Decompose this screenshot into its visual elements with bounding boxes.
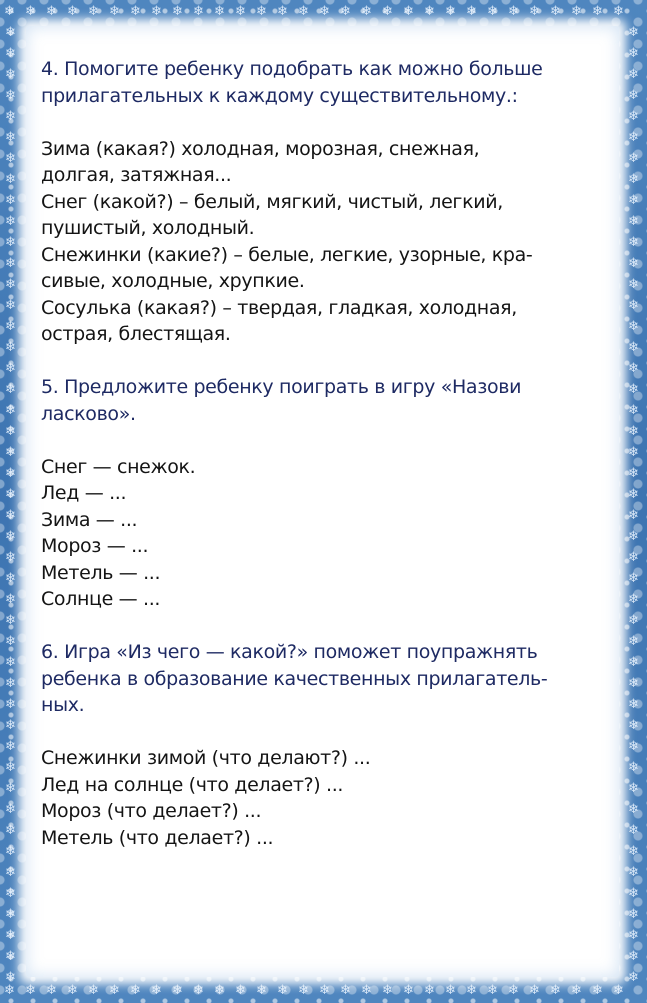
snowflake-icon: ❄ <box>67 4 78 19</box>
snowflake-icon: ❄ <box>508 983 519 998</box>
snowflake-icon: ❄ <box>628 718 639 733</box>
snowflake-icon: ❄ <box>424 4 435 19</box>
snowflake-icon: ❄ <box>5 571 16 586</box>
snowflake-icon: ❄ <box>628 592 639 607</box>
snowflake-icon: ❄ <box>5 466 16 481</box>
snowflake-icon: ❄ <box>628 424 639 439</box>
snowflake-icon: ❄ <box>628 739 639 754</box>
snowflake-icon: ❄ <box>5 88 16 103</box>
snowflake-icon: ❄ <box>4 4 15 19</box>
snowflake-icon: ❄ <box>5 25 16 40</box>
snowflake-icon: ❄ <box>5 907 16 922</box>
snowflake-icon: ❄ <box>628 214 639 229</box>
snowflake-icon: ❄ <box>571 4 582 19</box>
snowflake-icon: ❄ <box>5 970 16 985</box>
task-5-line: Зима — ... <box>41 508 138 531</box>
snowflake-icon: ❄ <box>628 550 639 565</box>
task-6-heading-line: ребенка в образование качественных прилагатель- <box>41 667 548 690</box>
snowflake-icon: ❄ <box>5 214 16 229</box>
snowflake-icon: ❄ <box>4 983 15 998</box>
snowflake-icon: ❄ <box>5 172 16 187</box>
task-4-line: долгая, затяжная... <box>41 164 232 186</box>
snowflake-icon: ❄ <box>382 4 393 19</box>
snowflake-icon: ❄ <box>88 4 99 19</box>
task-5-heading-line: ласково». <box>41 402 136 425</box>
task-5 <box>41 374 606 613</box>
snowflake-icon: ❄ <box>628 949 639 964</box>
snowflake-icon: ❄ <box>88 983 99 998</box>
snowflake-icon: ❄ <box>5 46 16 61</box>
snowflake-icon: ❄ <box>193 983 204 998</box>
snowflake-icon: ❄ <box>382 983 393 998</box>
snowflake-icon: ❄ <box>277 4 288 19</box>
task-6-heading-line: ных. <box>41 694 85 716</box>
snowflake-icon: ❄ <box>256 983 267 998</box>
snowflake-icon: ❄ <box>5 718 16 733</box>
snowflake-icon: ❄ <box>628 403 639 418</box>
snowflake-icon: ❄ <box>628 802 639 817</box>
task-4-line: Снег (какой?) – белый, мягкий, чистый, легкий, <box>41 190 503 213</box>
snowflake-icon: ❄ <box>445 4 456 19</box>
snowflake-icon: ❄ <box>5 298 16 313</box>
snowflake-icon: ❄ <box>487 983 498 998</box>
snowflake-icon: ❄ <box>628 508 639 523</box>
snowflake-icon: ❄ <box>628 88 639 103</box>
snowflake-icon: ❄ <box>5 193 16 208</box>
snowflake-icon: ❄ <box>550 4 561 19</box>
snowflake-icon: ❄ <box>5 655 16 670</box>
snowflake-icon: ❄ <box>256 4 267 19</box>
snowflake-icon: ❄ <box>628 172 639 187</box>
snowflake-icon: ❄ <box>5 865 16 880</box>
task-6-heading-line: 6. Игра «Из чего — какой?» поможет поупражнять <box>41 641 538 663</box>
task-5-line: Солнце — ... <box>41 588 161 610</box>
snowflake-icon: ❄ <box>487 4 498 19</box>
snowflake-icon: ❄ <box>5 151 16 166</box>
snowflake-icon: ❄ <box>235 983 246 998</box>
snowflake-icon: ❄ <box>571 983 582 998</box>
snowflake-icon: ❄ <box>424 983 435 998</box>
snowflake-icon: ❄ <box>46 4 57 19</box>
snowflake-icon: ❄ <box>277 983 288 998</box>
task-4-line: Сосулька (какая?) – твердая, гладкая, холодная, <box>41 296 517 319</box>
snowflake-icon: ❄ <box>5 613 16 628</box>
snowflake-icon: ❄ <box>508 4 519 19</box>
snowflake-icon: ❄ <box>5 592 16 607</box>
snowflake-icon: ❄ <box>5 382 16 397</box>
snowflake-icon: ❄ <box>628 697 639 712</box>
snowflake-icon: ❄ <box>613 4 624 19</box>
snowflake-icon: ❄ <box>5 130 16 145</box>
snowflake-icon: ❄ <box>5 487 16 502</box>
snowflake-icon: ❄ <box>628 130 639 145</box>
task-5-line: Снег — снежок. <box>41 455 196 478</box>
snowflake-icon: ❄ <box>319 4 330 19</box>
snowflake-icon: ❄ <box>628 655 639 670</box>
snowflake-icon: ❄ <box>466 983 477 998</box>
snowflake-icon: ❄ <box>628 67 639 82</box>
snowflake-icon: ❄ <box>5 844 16 859</box>
snowflake-icon: ❄ <box>5 949 16 964</box>
snowflake-icon: ❄ <box>340 983 351 998</box>
snowflake-icon: ❄ <box>628 823 639 838</box>
snowflake-icon: ❄ <box>5 403 16 418</box>
snowflake-icon: ❄ <box>628 844 639 859</box>
snowflake-icon: ❄ <box>109 4 120 19</box>
task-4-line: Снежинки (какие?) – белые, легкие, узорные, кра- <box>41 243 533 266</box>
snowflake-icon: ❄ <box>340 4 351 19</box>
snowflake-icon: ❄ <box>529 983 540 998</box>
task-4-line: сивые, холодные, хрупкие. <box>41 270 305 292</box>
task-5-line: Метель — ... <box>41 561 161 584</box>
snowflake-icon: ❄ <box>46 983 57 998</box>
snowflake-icon: ❄ <box>628 571 639 586</box>
snowflake-icon: ❄ <box>25 4 36 19</box>
task-4-line: острая, блестящая. <box>41 323 231 345</box>
snowflake-icon: ❄ <box>319 983 330 998</box>
snowflake-icon: ❄ <box>613 983 624 998</box>
snowflake-icon: ❄ <box>5 676 16 691</box>
task-5-heading-line: 5. Предложите ребенку поиграть в игру «Назови <box>41 376 522 398</box>
task-6-line: Лед на солнце (что делает?) ... <box>41 773 344 796</box>
snowflake-icon: ❄ <box>628 613 639 628</box>
snowflake-icon: ❄ <box>5 760 16 775</box>
snowflake-icon: ❄ <box>592 4 603 19</box>
task-6-line: Снежинки зимой (что делают?) ... <box>41 747 371 769</box>
snowflake-icon: ❄ <box>5 424 16 439</box>
snowflake-icon: ❄ <box>529 4 540 19</box>
snowflake-icon: ❄ <box>5 928 16 943</box>
snowflake-icon: ❄ <box>130 983 141 998</box>
snowflake-icon: ❄ <box>628 928 639 943</box>
snowflake-icon: ❄ <box>5 781 16 796</box>
snowflake-icon: ❄ <box>5 886 16 901</box>
snowflake-icon: ❄ <box>5 256 16 271</box>
snowflake-icon: ❄ <box>628 529 639 544</box>
snowflake-icon: ❄ <box>628 634 639 649</box>
snowflake-icon: ❄ <box>628 781 639 796</box>
task-6 <box>41 639 606 851</box>
snowflake-icon: ❄ <box>628 277 639 292</box>
snowflake-icon: ❄ <box>628 319 639 334</box>
snowflake-icon: ❄ <box>628 235 639 250</box>
task-4-line: Зима (какая?) холодная, морозная, снежная, <box>41 137 480 160</box>
snowflake-icon: ❄ <box>5 235 16 250</box>
snowflake-icon: ❄ <box>130 4 141 19</box>
snowflake-icon: ❄ <box>5 109 16 124</box>
snowflake-icon: ❄ <box>592 983 603 998</box>
snowflake-icon: ❄ <box>5 277 16 292</box>
worksheet-text <box>41 56 606 851</box>
task-4-heading-line: 4. Помогите ребенку подобрать как можно больше <box>41 58 543 80</box>
snowflake-icon: ❄ <box>361 983 372 998</box>
snowflake-icon: ❄ <box>628 151 639 166</box>
snowflake-icon: ❄ <box>403 983 414 998</box>
snowflake-icon: ❄ <box>5 634 16 649</box>
snowflake-icon: ❄ <box>172 4 183 19</box>
snowflake-icon: ❄ <box>5 529 16 544</box>
snowflake-icon: ❄ <box>298 983 309 998</box>
snowflake-icon: ❄ <box>5 340 16 355</box>
snowflake-icon: ❄ <box>214 983 225 998</box>
snowflake-icon: ❄ <box>5 508 16 523</box>
snowflake-icon: ❄ <box>628 256 639 271</box>
snowflake-icon: ❄ <box>151 983 162 998</box>
snowflake-icon: ❄ <box>628 46 639 61</box>
snowflake-icon: ❄ <box>628 865 639 880</box>
snowflake-icon: ❄ <box>628 25 639 40</box>
snowflake-icon: ❄ <box>628 487 639 502</box>
snowflake-icon: ❄ <box>628 109 639 124</box>
snowflake-icon: ❄ <box>5 802 16 817</box>
snowflake-icon: ❄ <box>5 319 16 334</box>
task-4-heading-line: прилагательных к каждому существительному.: <box>41 84 518 107</box>
task-4 <box>41 56 606 348</box>
snowflake-icon: ❄ <box>361 4 372 19</box>
snowflake-icon: ❄ <box>25 983 36 998</box>
snowflake-icon: ❄ <box>5 739 16 754</box>
snowflake-icon: ❄ <box>628 298 639 313</box>
snowflake-icon: ❄ <box>628 445 639 460</box>
snowflake-icon: ❄ <box>67 983 78 998</box>
snowflake-icon: ❄ <box>5 361 16 376</box>
snowflake-icon: ❄ <box>5 445 16 460</box>
task-6-line: Мороз (что делает?) ... <box>41 800 262 822</box>
snowflake-icon: ❄ <box>5 823 16 838</box>
snowflake-icon: ❄ <box>214 4 225 19</box>
snowflake-icon: ❄ <box>298 4 309 19</box>
snowflake-icon: ❄ <box>628 361 639 376</box>
snowflake-icon: ❄ <box>628 907 639 922</box>
snowflake-icon: ❄ <box>628 676 639 691</box>
snowflake-icon: ❄ <box>466 4 477 19</box>
snowflake-icon: ❄ <box>550 983 561 998</box>
task-6-line: Метель (что делает?) ... <box>41 826 274 849</box>
snowflake-icon: ❄ <box>628 340 639 355</box>
snowflake-icon: ❄ <box>109 983 120 998</box>
snowflake-icon: ❄ <box>628 193 639 208</box>
snowflake-icon: ❄ <box>628 970 639 985</box>
snowflake-icon: ❄ <box>5 550 16 565</box>
snowflake-icon: ❄ <box>628 886 639 901</box>
snowflake-icon: ❄ <box>445 983 456 998</box>
snowflake-icon: ❄ <box>628 382 639 397</box>
snowflake-icon: ❄ <box>403 4 414 19</box>
snowflake-icon: ❄ <box>5 697 16 712</box>
snowflake-icon: ❄ <box>5 67 16 82</box>
snowflake-icon: ❄ <box>172 983 183 998</box>
snowflake-icon: ❄ <box>628 466 639 481</box>
task-5-line: Лед — ... <box>41 482 127 504</box>
snowflake-icon: ❄ <box>151 4 162 19</box>
snowflake-icon: ❄ <box>628 760 639 775</box>
task-5-line: Мороз — ... <box>41 535 149 557</box>
task-4-line: пушистый, холодный. <box>41 217 255 239</box>
snowflake-icon: ❄ <box>193 4 204 19</box>
snowflake-icon: ❄ <box>235 4 246 19</box>
